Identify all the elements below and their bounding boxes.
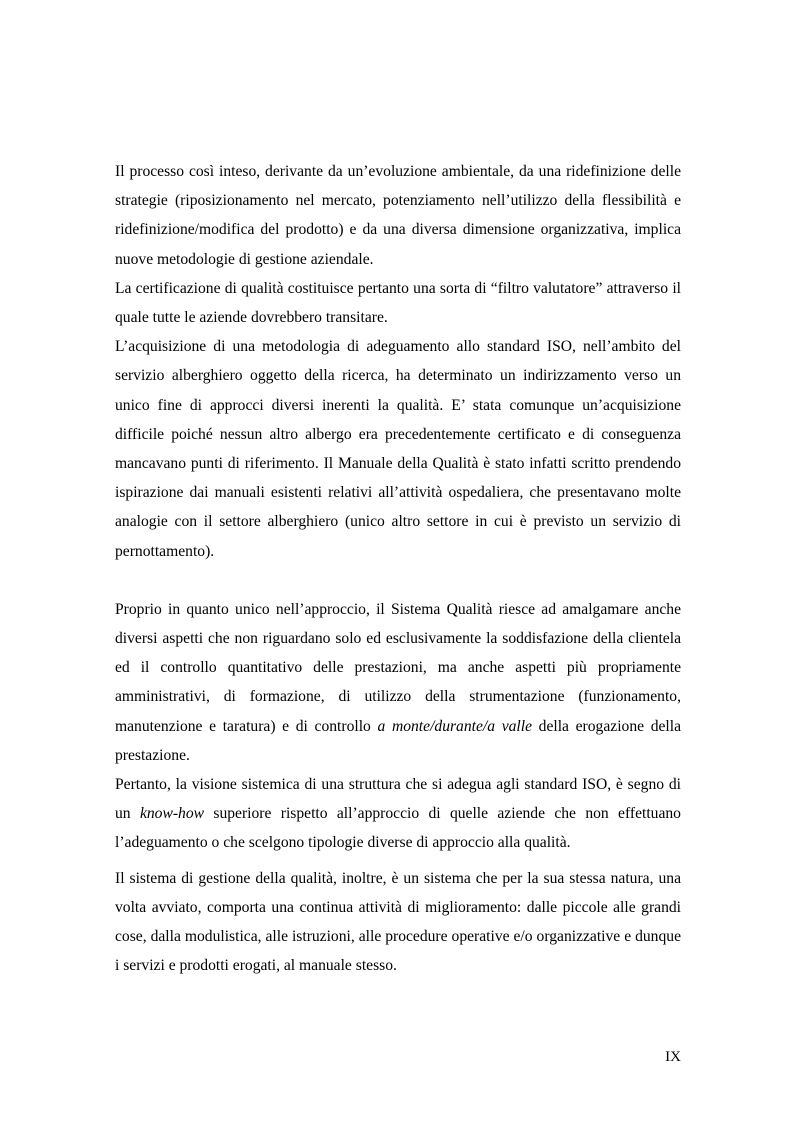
paragraph-evolution: Il processo così inteso, derivante da un’evoluzione ambientale, da una ridefinizione delle strategie (riposizionamento nel mercato, potenziamento nell’utilizzo della flessibilità e ridefinizione/modifica del prodotto) e da una diversa dimensione organizzativa, implica nuove metodologie di gestione aziendale. (115, 163, 681, 268)
paragraph-systemic-vision (115, 770, 681, 858)
paragraph-iso-acquisition: L’acquisizione di una metodologia di adeguamento allo standard ISO, nell’ambito del servizio alberghiero oggetto della ricerca, ha determinato un indirizzamento verso un unico fine di approcci diversi inerenti la qualità. E’ stata comunque un’acquisizione difficile poiché nessun altro albergo era precedentemente certificato e di conseguenza mancavano punti di riferimento. Il Manuale della Qualità è stato infatti scritto prendendo ispirazione dai manuali esistenti relativi all’attività ospedaliera, che presentavano molte analogie con il settore alberghiero (unico altro settore in cui è previsto un servizio di pernottamento). (115, 338, 681, 560)
paragraph-certification: La certificazione di qualità costituisce pertanto una sorta di “filtro valutatore” attraverso il quale tutte le aziende dovrebbero transitare. (115, 279, 681, 327)
paragraph-emphasis: know-how (139, 805, 205, 823)
paragraph-text-before: Pertanto, la visione sistemica di una struttura che si adegua agli standard ISO, è segno di un (115, 776, 681, 823)
document-body (115, 157, 681, 980)
paragraph-improvement: Il sistema di gestione della qualità, inoltre, è un sistema che per la sua stessa natura, una volta avviato, comporta una continua attività di miglioramento: dalle piccole alle grandi cose, dalla modulistica, alle istruzioni, alle procedure operative e/o organizzative e dunque i servizi e prodotti erogati, al manuale stesso. (115, 869, 681, 975)
paragraph-quality-system (115, 595, 681, 770)
page-number: IX (665, 1049, 681, 1065)
paragraph-text-after: della erogazione della prestazione. (115, 717, 682, 764)
paragraph-text-after: superiore rispetto all’approccio di quelle aziende che non effettuano l’adeguamento o che scelgono tipologie diverse di approccio alla qualità. (115, 805, 681, 852)
paragraph-emphasis: a monte/durante/a valle (377, 717, 533, 735)
paragraph-text-before: Proprio in quanto unico nell’approccio, il Sistema Qualità riesce ad amalgamare anche diversi aspetti che non riguardano solo ed esclusivamente la soddisfazione della clientela ed il controllo quantitativo delle prestazioni, ma anche aspetti più propriamente amministrativi, di formazione, di utilizzo della strumentazione (funzionamento, manutenzione e taratura) e di controllo (115, 600, 681, 735)
